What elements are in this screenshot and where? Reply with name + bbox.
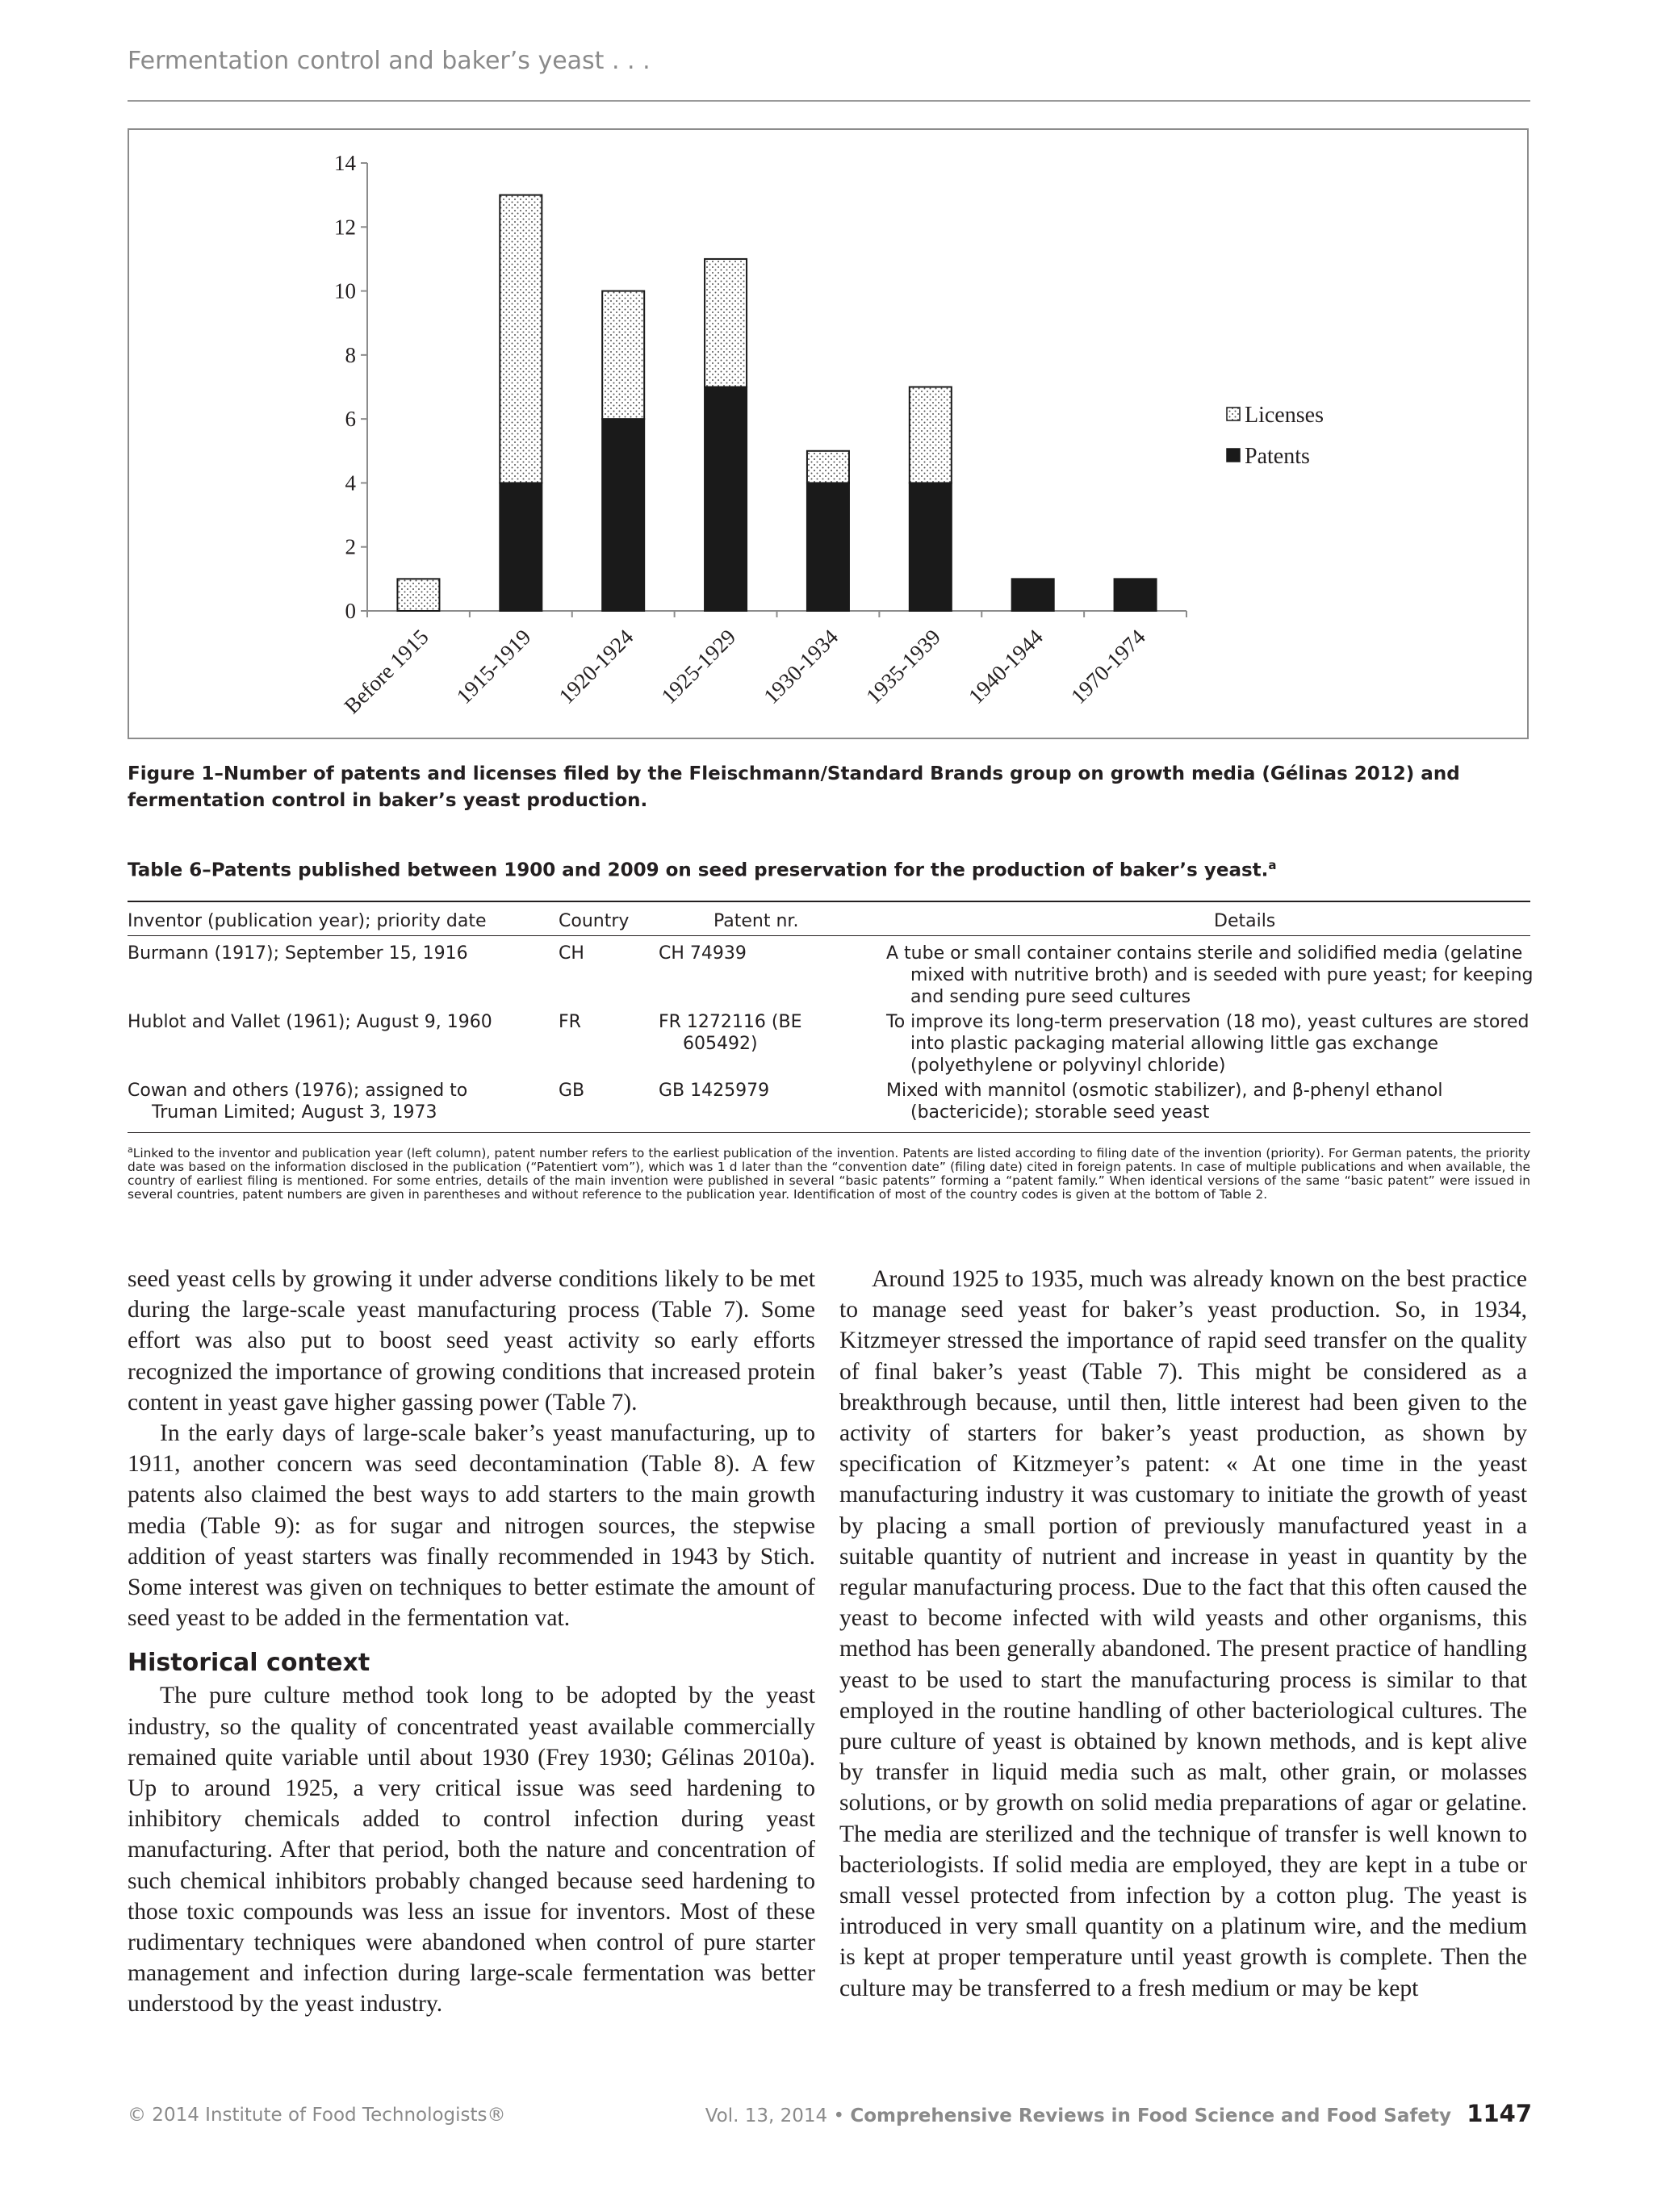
figure-1 <box>128 128 1529 739</box>
x-tick-label: 1930-1934 <box>759 625 843 709</box>
y-tick-label: 0 <box>345 599 356 623</box>
bar-patents <box>500 483 542 611</box>
cell-country: CH <box>559 943 584 964</box>
y-tick-label: 6 <box>345 407 356 432</box>
cell-country: FR <box>559 1012 581 1032</box>
header-rule <box>128 100 1530 102</box>
bar-licenses <box>500 195 542 483</box>
left-column <box>128 1264 815 2020</box>
table-caption-text: Table 6–Patents published between 1900 and 2009 on seed preservation for the production of baker’s yeast. <box>128 859 1269 881</box>
col-header-patent: Patent nr. <box>714 911 799 931</box>
bar-chart <box>129 130 1527 738</box>
x-tick-label: 1925-1929 <box>656 625 741 709</box>
y-tick-label: 10 <box>334 278 356 303</box>
volume: Vol. 13, 2014 • <box>705 2105 845 2126</box>
cell-details: Mixed with mannitol (osmotic stabilizer), and β-phenyl ethanol (bactericide); storable seed yeast <box>886 1081 1443 1123</box>
y-tick-label: 12 <box>334 215 356 240</box>
running-head: Fermentation control and baker’s yeast . . . <box>128 47 651 75</box>
cell-inventor: Burmann (1917); September 15, 1916 <box>128 943 468 964</box>
cell-patent: CH 74939 <box>659 943 747 964</box>
col-header-details: Details <box>1214 911 1276 931</box>
bar-licenses <box>602 291 644 420</box>
x-tick-label: 1915-1919 <box>451 625 536 709</box>
table-bottom-rule <box>128 1132 1530 1133</box>
bar-licenses <box>807 451 849 483</box>
legend-swatch-patents <box>1227 449 1240 462</box>
paragraph: Around 1925 to 1935, much was already known on the best practice to manage seed yeast for baker’s yeast production. So, in 1934, Kitzmeyer stressed the importance of rapid seed transfer on the quality of final baker’s yeast (Table 7). This might be considered as a breakthrough because, until then, little interest had been given to the activity of starters for baker’s yeast production, as shown by specification of Kitzmeyer’s patent: « At one time in the yeast manufacturing industry it was customary to initiate the growth of yeast by placing a small portion of previously manufactured yeast in a suitable quantity of nutrient and increase in yeast in quantity by the regular manufacturing process. Due to the fact that this often caused the yeast to become infected with wild yeasts and other organisms, this method has been generally abandoned. The present practice of handling yeast to be used to start the manufacturing process is similar to that employed in the routine handling of other bacteriological cultures. The pure culture of yeast is obtained by known methods, and is kept alive by transfer in liquid media such as malt, other grain, or molasses solutions, or by growth on solid media preparations of agar or gelatine. The media are sterilized and the technique of transfer is well known to bacteriologists. If solid media are employed, they are kept in a tube or small vessel protected from infection by a cotton plug. The yeast is introduced in very small quantity on a platinum wire, and the medium is kept at proper temperature until yeast growth is complete. Then the culture may be transferred to a fresh medium or may be kept <box>839 1266 1527 2001</box>
page-number: 1147 <box>1467 2100 1532 2127</box>
paragraph: The pure culture method took long to be adopted by the yeast industry, so the quality of concentrated yeast available commercially remained quite variable until about 1930 (Frey 1930; Gélinas 2010a). Up to around 1925, a very critical issue was seed hardening to inhibitory chemicals added to control infection during yeast manufacturing. After that period, both the nature and concentration of such chemical inhibitors probably changed because seed hardening to those toxic compounds was less an issue for inventors. Most of these rudimentary techniques were abandoned when control of pure starter management and infection during large-scale fermentation was better understood by the yeast industry. <box>128 1683 815 2018</box>
bar-licenses <box>910 387 952 483</box>
col-header-inventor: Inventor (publication year); priority date <box>128 911 487 931</box>
bar-patents <box>602 419 644 611</box>
paragraph: In the early days of large-scale baker’s yeast manufacturing, up to 1911, another concern was seed decontamination (Table 8). A few patents also claimed the best ways to add starters to the main growth media (Table 9): as for sugar and nitrogen sources, the stepwise addition of yeast starters was finally recommended in 1943 by Stich. Some interest was given on techniques to better estimate the amount of seed yeast to be added in the fermentation vat. <box>128 1420 815 1632</box>
cell-inventor: Hublot and Vallet (1961); August 9, 1960 <box>128 1012 492 1032</box>
bar-patents <box>807 483 849 611</box>
x-tick-label: 1920-1924 <box>554 625 638 709</box>
bar-licenses <box>397 579 439 611</box>
y-tick-label: 2 <box>345 534 356 559</box>
bar-patents <box>1115 579 1157 611</box>
cell-inventor: Cowan and others (1976); assigned to Truman Limited; August 3, 1973 <box>128 1081 468 1123</box>
bar-patents <box>910 483 952 611</box>
table-footnote <box>128 1143 1530 1202</box>
figure-caption: Figure 1–Number of patents and licenses filed by the Fleischmann/Standard Brands group on growth media (Gélinas 2012) and fermentation control in baker’s yeast production. <box>128 763 1460 811</box>
cell-details: A tube or small container contains sterile and solidified media (gelatine mixed with nutritive broth) and is seeded with pure yeast; for keeping and sending pure seed cultures <box>886 943 1534 1007</box>
bar-licenses <box>705 259 747 387</box>
table-top-rule <box>128 901 1530 902</box>
y-tick-label: 8 <box>345 342 356 367</box>
footnote-sup: a <box>128 1144 133 1155</box>
cell-details: To improve its long-term preservation (18 mo), yeast cultures are stored into plastic packaging material allowing little gas exchange (polyethylene or polyvinyl chloride) <box>886 1012 1530 1076</box>
col-header-country: Country <box>559 911 630 931</box>
cell-patent: GB 1425979 <box>659 1081 770 1101</box>
journal-name: Comprehensive Reviews in Food Science and Food Safety <box>850 2105 1451 2126</box>
y-tick-label: 14 <box>334 151 356 175</box>
legend-label: Patents <box>1245 444 1310 469</box>
x-tick-label: 1935-1939 <box>861 625 946 709</box>
bar-patents <box>1012 579 1054 611</box>
copyright: © 2014 Institute of Food Technologists® <box>128 2105 506 2126</box>
legend-swatch-licenses <box>1227 408 1240 420</box>
bar-patents <box>705 387 747 612</box>
legend-label: Licenses <box>1245 403 1324 428</box>
table-caption-sup: a <box>1268 858 1277 872</box>
table-header-rule <box>128 935 1530 936</box>
right-column <box>839 1264 1527 2004</box>
x-tick-label: 1970-1974 <box>1065 625 1150 709</box>
cell-patent: FR 1272116 (BE 605492) <box>659 1012 802 1054</box>
footer-citation <box>705 2100 1532 2127</box>
paragraph: seed yeast cells by growing it under adverse conditions likely to be met during the large-scale yeast manufacturing process (Table 7). Some effort was also put to boost seed yeast activity so early efforts recognized the importance of growing conditions that increased protein content in yeast gave higher gassing power (Table 7). <box>128 1266 815 1415</box>
y-tick-label: 4 <box>345 470 356 496</box>
x-tick-label: Before 1915 <box>339 625 433 719</box>
cell-country: GB <box>559 1081 585 1101</box>
section-heading: Historical context <box>128 1649 370 1678</box>
x-tick-label: 1940-1944 <box>963 625 1048 709</box>
table-caption <box>128 858 1532 881</box>
footnote-text: Linked to the inventor and publication year (left column), patent number refers to the earliest publication of the invention. Patents are listed according to filing date of the invention (priority). For German patents, the priority date was based on the information disclosed in the publication (“Patentiert vom”), which was 1 d later than the “convention date” (filing date) cited in foreign patents. In case of multiple publications and when available, the country of earliest filing is mentioned. For some entries, details of the main invention were published in several “basic patents” forming a “patent family.” When identical versions of the same “basic patent” were issued in several countries, patent numbers are given in parentheses and without reference to the publication year. Identification of most of the country codes is given at the bottom of Table 2. <box>128 1146 1530 1202</box>
